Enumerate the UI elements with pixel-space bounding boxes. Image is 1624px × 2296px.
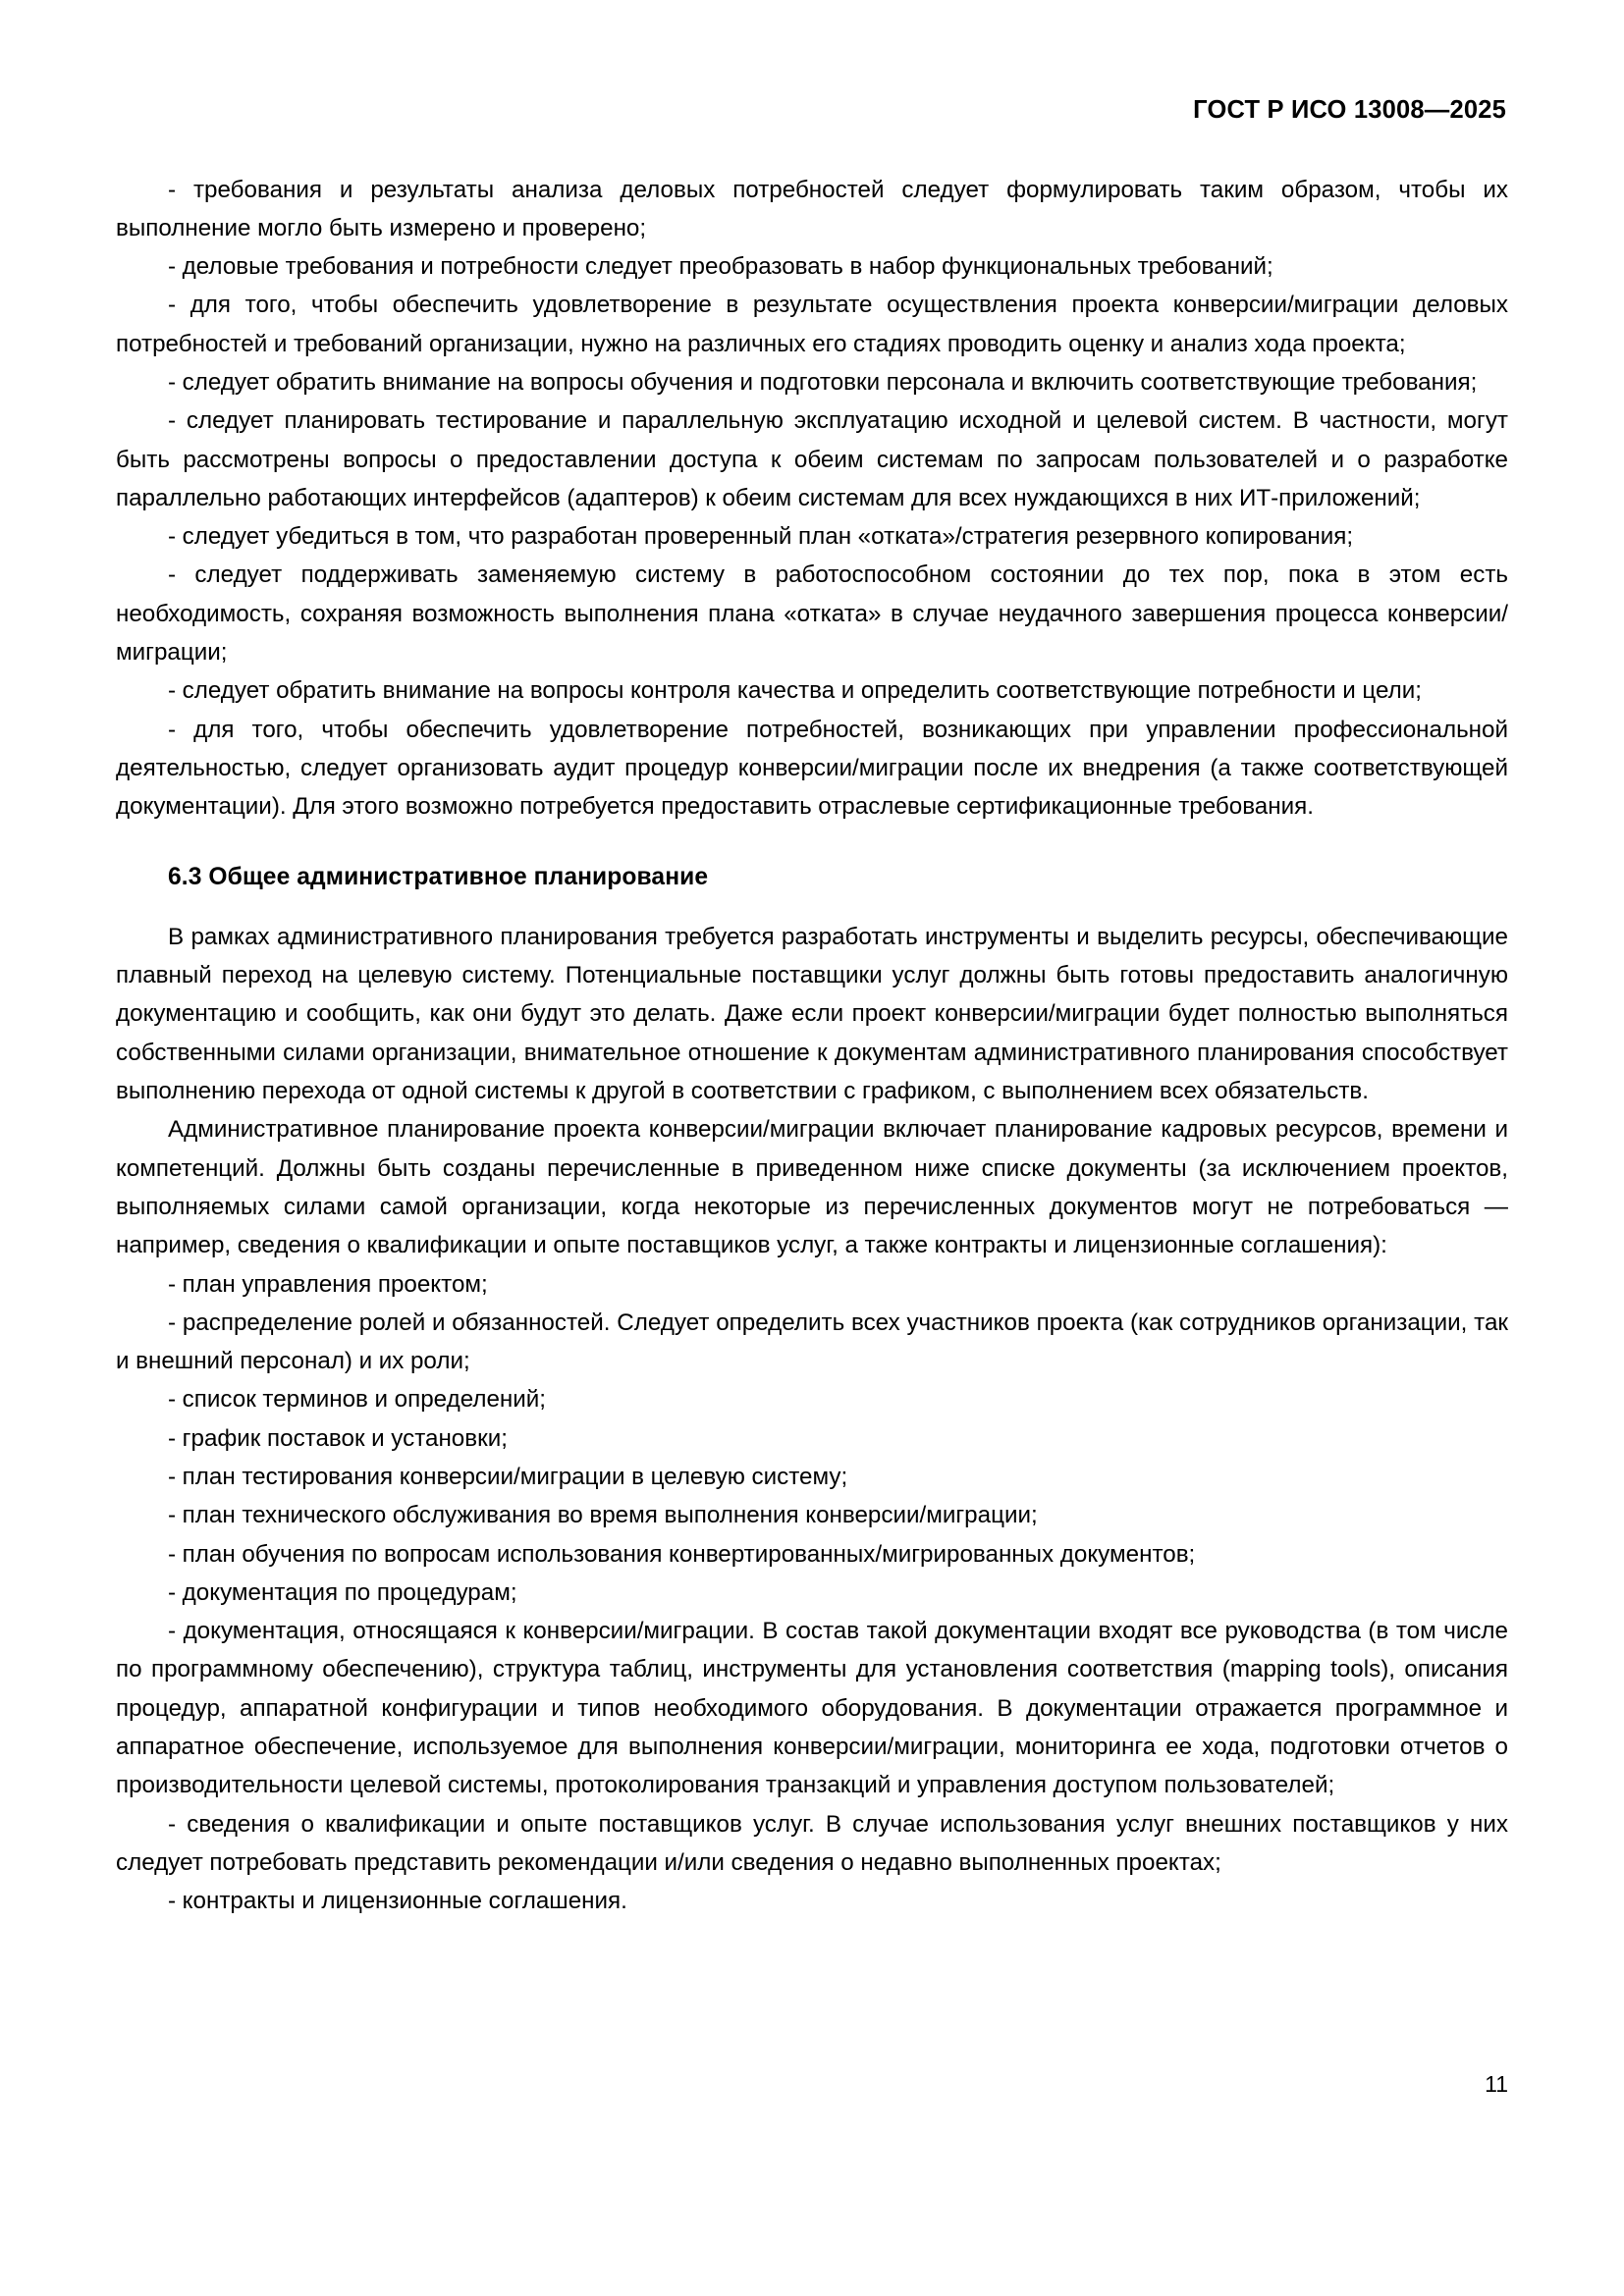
bullet-paragraph: - следует планировать тестирование и параллельную эксплуатацию исходной и целевой систем. В частности, могут быть рассмотрены вопросы о предоставлении доступа к обеим системам по запросам пользователей и о разработке параллельно работающих интерфейсов (адаптеров) к обеим системам для всех нуждающихся в них ИТ-приложений; (116, 407, 1508, 511)
section-heading-6-3: 6.3 Общее административное планирование (168, 863, 709, 890)
page-content (116, 98, 1508, 1921)
bullet-paragraph: - следует поддерживать заменяемую систему в работоспособном состоянии до тех пор, пока в этом есть необходимость, сохраняя возможность выполнения плана «отката» в случае неудачного завершения процесса конверсии/миграции; (116, 561, 1508, 667)
list-item: - план обучения по вопросам использования конвертированных/мигрированных документов; (168, 1540, 1196, 1568)
bullet-paragraph: - следует обратить внимание на вопросы обучения и подготовки персонала и включить соответствующие требования; (168, 368, 1478, 396)
list-item: - план технического обслуживания во время выполнения конверсии/миграции; (168, 1502, 1038, 1529)
bullet-paragraph: - требования и результаты анализа деловых потребностей следует формулировать таким образом, чтобы их выполнение могло быть измерено и проверено; (116, 176, 1508, 241)
bullet-paragraph: - следует убедиться в том, что разработан проверенный план «отката»/стратегия резервного копирования; (168, 523, 1354, 551)
page-number: 11 (1485, 2071, 1508, 2097)
bullet-paragraph: - деловые требования и потребности следует преобразовать в набор функциональных требований; (168, 253, 1273, 281)
section-paragraph: Административное планирование проекта конверсии/миграции включает планирование кадровых ресурсов, времени и компетенций. Должны быть созданы перечисленные в приведенном ниже списке документы (за исключением проектов, выполняемых силами самой организации, когда некоторые из перечисленных документов могут не потребоваться — например, сведения о квалификации и опыте поставщиков услуг, а также контракты и лицензионные соглашения): (116, 1116, 1508, 1259)
list-item: - документация, относящаяся к конверсии/миграции. В состав такой документации входят все руководства (в том числе по программному обеспечению), структура таблиц, инструменты для установления соответствия (mapping tools), описания процедур, аппаратной конфигурации и типов необходимого оборудования. В документации отражается программное и аппаратное обеспечение, используемое для выполнения конверсии/миграции, мониторинга ее хода, подготовки отчетов о производительности целевой системы, протоколирования транзакций и управления доступом пользователей; (116, 1618, 1508, 1799)
list-item: - список терминов и определений; (168, 1386, 547, 1414)
list-item: - сведения о квалификации и опыте поставщиков услуг. В случае использования услуг внешних поставщиков у них следует потребовать представить рекомендации и/или сведения о недавно выполненных проектах; (116, 1810, 1508, 1876)
list-item: - план тестирования конверсии/миграции в целевую систему; (168, 1464, 848, 1490)
list-item: - план управления проектом; (168, 1270, 488, 1298)
document-body (116, 171, 1508, 1921)
list-item: - график поставок и установки; (168, 1424, 508, 1452)
list-item: - распределение ролей и обязанностей. Следует определить всех участников проекта (как сотрудников организации, так и внешний персонал) и их роли; (116, 1308, 1508, 1375)
bullet-paragraph: - для того, чтобы обеспечить удовлетворение в результате осуществления проекта конверсии/миграции деловых потребностей и требований организации, нужно на различных его стадиях проводить оценку и анализ хода проекта; (116, 292, 1508, 357)
list-item: - контракты и лицензионные соглашения. (168, 1888, 627, 1915)
bullet-paragraph: - следует обратить внимание на вопросы контроля качества и определить соответствующие потребности и цели; (168, 677, 1422, 705)
spacer (116, 827, 1508, 858)
running-head-standard-number: ГОСТ Р ИСО 13008—2025 (1193, 96, 1506, 124)
bullet-paragraph: - для того, чтобы обеспечить удовлетворение потребностей, возникающих при управлении профессиональной деятельностью, следует организовать аудит процедур конверсии/миграции после их внедрения (а также соответствующей документации). Для этого возможно потребуется предоставить отраслевые сертификационные требования. (116, 716, 1508, 821)
list-item: - документация по процедурам; (168, 1578, 517, 1606)
spacer (116, 896, 1508, 918)
section-paragraph: В рамках административного планирования требуется разработать инструменты и выделить ресурсы, обеспечивающие плавный переход на целевую систему. Потенциальные поставщики услуг должны быть готовы предоставить аналогичную документацию и сообщить, как они будут это делать. Даже если проект конверсии/миграции будет полностью выполняться собственными силами организации, внимательное отношение к документам административного планирования способствует выполнению перехода от одной системы к другой в соответствии с графиком, с выполнением всех обязательств. (116, 923, 1508, 1105)
